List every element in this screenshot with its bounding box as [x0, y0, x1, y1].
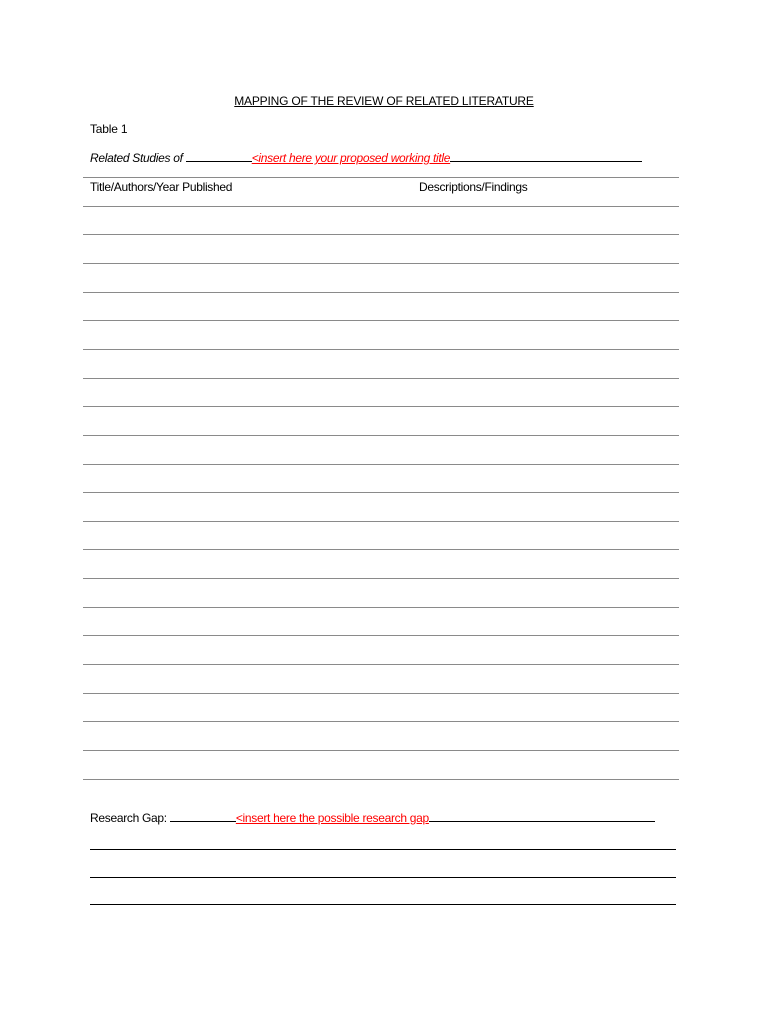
table-row-rule [83, 435, 679, 436]
table-row-rule [83, 263, 679, 264]
table-row-rule [83, 292, 679, 293]
working-title-placeholder: <insert here your proposed working title [251, 151, 451, 165]
document-title: MAPPING OF THE REVIEW OF RELATED LITERATURE [234, 94, 534, 108]
column-header-title-authors-year: Title/Authors/Year Published [90, 180, 233, 194]
table-row-rule [83, 750, 679, 751]
table-row-rule [83, 521, 679, 522]
blank-line [170, 809, 236, 822]
blank-line [186, 149, 252, 162]
table-row-rule [83, 607, 679, 608]
related-studies-prefix: Related Studies of [90, 151, 186, 165]
table-row-rule [83, 320, 679, 321]
research-gap-label: Research Gap: [90, 811, 170, 825]
table-row-rule [83, 234, 679, 235]
table-row-rule [83, 378, 679, 379]
table-row-rule [83, 406, 679, 407]
write-line [90, 877, 676, 878]
table-row-rule [83, 779, 679, 780]
table-row-rule [83, 549, 679, 550]
table-row-rule [83, 664, 679, 665]
table-row-rule [83, 635, 679, 636]
table-row-rule [83, 578, 679, 579]
table-header-rule [83, 206, 679, 207]
table-row-rule [83, 721, 679, 722]
column-header-descriptions-findings: Descriptions/Findings [419, 180, 528, 194]
related-studies-line [90, 149, 642, 165]
table-label: Table 1 [90, 122, 128, 136]
table-row-rule [83, 349, 679, 350]
table-row-rule [83, 693, 679, 694]
research-gap-placeholder: <insert here the possible research gap [235, 811, 429, 825]
blank-line [429, 809, 655, 822]
table-row-rule [83, 464, 679, 465]
table-row-rule [83, 492, 679, 493]
blank-line [450, 149, 642, 162]
research-gap-line [90, 809, 655, 825]
table-top-rule [83, 177, 679, 178]
write-line [90, 849, 676, 850]
write-line [90, 904, 676, 905]
